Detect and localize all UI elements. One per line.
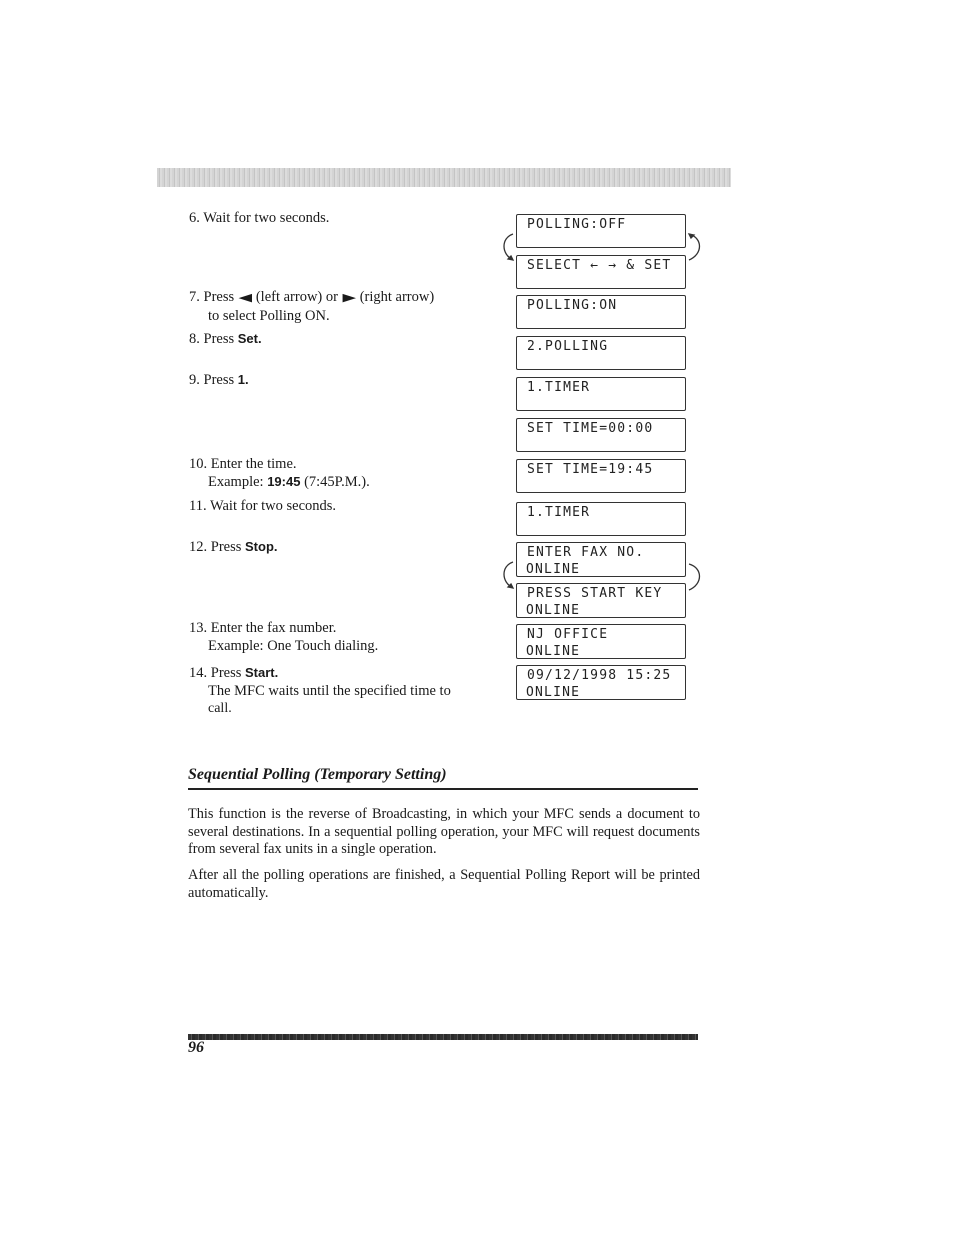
step-text: to select Polling ON. [208,308,330,324]
lcd-display [516,665,686,700]
lcd-line: ONLINE [526,562,581,577]
step-number: 7. [189,289,200,305]
section-divider [188,788,698,790]
left-arrow-icon: ◀ [238,292,252,304]
lcd-display [516,502,686,536]
lcd-line: ENTER FAX NO. [527,545,645,560]
step-text: Enter the fax number. [210,620,337,636]
alternating-display-arrows-icon [499,560,709,600]
step-text: Example: One Touch dialing. [208,638,379,654]
step-text: Press [203,289,235,305]
step-6 [189,209,329,227]
lcd-line: PRESS START KEY [527,586,663,601]
section-paragraph: This function is the reverse of Broadcasting, in which your MFC sends a document to several destinations. In a sequential polling operation, your MFC will request documents from several fax units in a single operation. [188,806,700,857]
lcd-line: ONLINE [526,603,581,618]
footer-rule [188,1034,698,1040]
step-number: 14. [189,665,208,681]
step-text: call. [208,701,232,716]
lcd-line: SET TIME=00:00 [527,421,654,436]
lcd-line: ONLINE [526,685,581,700]
step-7 [189,288,434,325]
key-label: Stop. [245,539,278,554]
step-text: (left arrow) or [255,289,338,305]
lcd-line: POLLING:OFF [527,217,627,232]
step-text: Press [203,331,235,347]
step-text: Wait for two seconds. [203,210,330,226]
step-text: Enter the time. [210,456,297,472]
step-text: Press [210,665,242,681]
lcd-line: 1.TIMER [527,380,591,395]
alternating-display-arrows-icon [499,232,709,272]
step-8 [189,330,262,348]
lcd-line: 1.TIMER [527,505,591,520]
step-number: 8. [189,331,200,347]
lcd-line: SELECT ← → & SET [527,258,672,273]
step-14 [189,664,451,718]
example-suffix: (7:45P.M.). [304,474,370,490]
page-number: 96 [188,1039,204,1056]
lcd-line: NJ OFFICE [527,627,609,642]
example-prefix: Example: [208,474,264,490]
lcd-display [516,377,686,411]
lcd-line: ONLINE [526,644,581,659]
step-text: Wait for two seconds. [209,498,337,514]
lcd-display [516,624,686,659]
step-12 [189,538,278,556]
step-number: 10. [189,456,208,472]
step-number: 12. [189,539,208,555]
section-paragraph: After all the polling operations are finished, a Sequential Polling Report will be printed automatically. [188,867,700,901]
step-number: 13. [189,620,208,636]
step-13 [189,619,378,655]
step-number: 6. [189,210,200,226]
lcd-display [516,459,686,493]
lcd-line: SET TIME=19:45 [527,462,654,477]
step-text: The MFC waits until the specified time to [208,683,451,699]
step-text: Press [203,372,235,388]
step-text: Press [210,539,242,555]
lcd-display [516,295,686,329]
lcd-display [516,418,686,452]
lcd-display [516,336,686,370]
lcd-line: 09/12/1998 15:25 [527,668,672,683]
section-title: Sequential Polling (Temporary Setting) [188,766,447,783]
step-number: 11. [189,498,207,514]
lcd-line: POLLING:ON [527,298,618,313]
step-11 [189,497,336,515]
key-label: Start. [245,665,279,680]
key-label: 1. [237,372,249,387]
right-arrow-icon: ▶ [342,292,356,304]
step-9 [189,371,249,389]
step-10 [189,455,370,491]
key-label: 19:45 [267,474,301,489]
key-label: Set. [237,331,262,346]
lcd-line: 2.POLLING [527,339,609,354]
step-text: (right arrow) [359,289,435,305]
header-band [157,168,731,187]
step-number: 9. [189,372,200,388]
